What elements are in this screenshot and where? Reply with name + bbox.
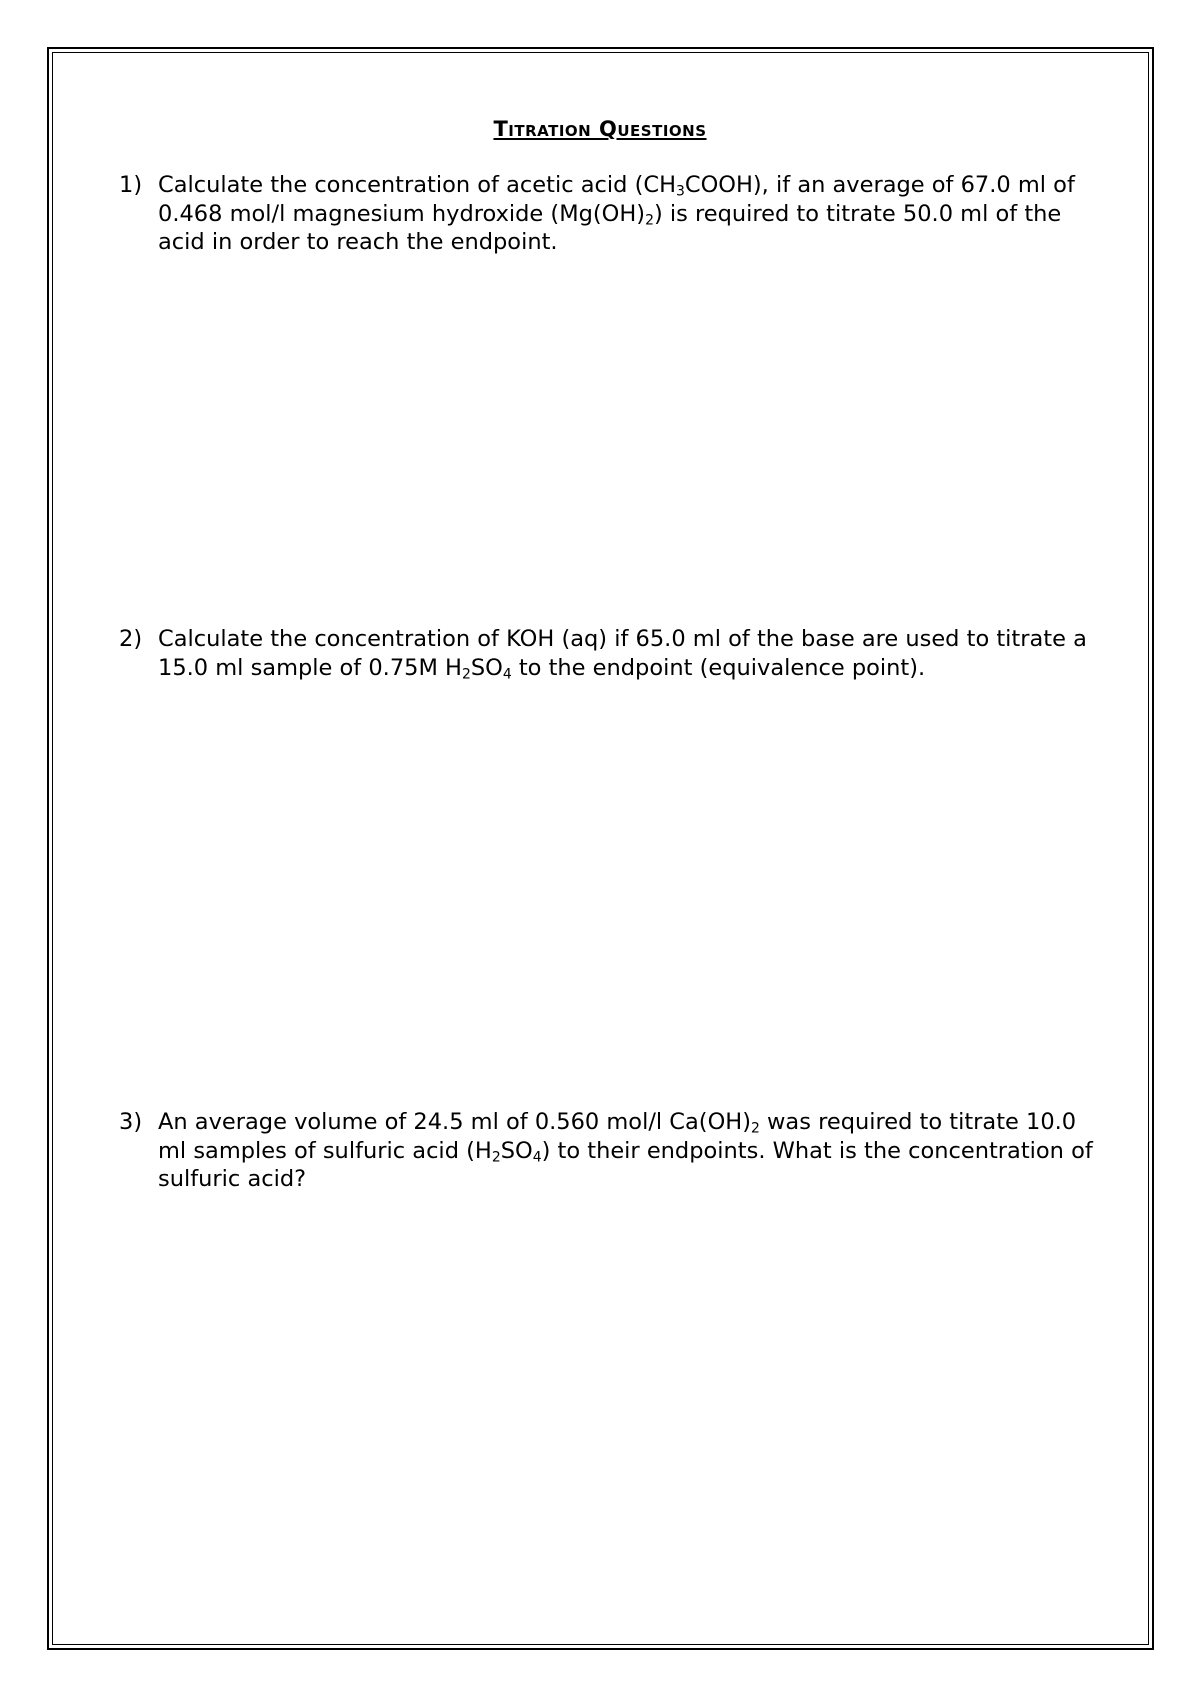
subscript: 2 xyxy=(645,211,654,228)
text-segment: COOH), if an average of 67.0 ml of 0.468 mol/l magnesium hydroxide (Mg(OH) xyxy=(158,172,1075,227)
worksheet-title: Titration Questions xyxy=(493,117,707,141)
subscript: 2 xyxy=(751,1120,760,1137)
text-segment: to the endpoint (equivalence point). xyxy=(511,654,926,681)
question-2 xyxy=(119,625,1099,682)
question-text xyxy=(158,1108,1099,1194)
text-segment: Calculate the concentration of acetic acid (CH xyxy=(158,172,676,198)
question-1 xyxy=(119,171,1099,257)
question-text xyxy=(158,625,1099,682)
question-number: 2) xyxy=(119,626,143,652)
text-segment: ) is required to titrate 50.0 ml of the acid in order to reach the endpoint. xyxy=(158,200,1062,255)
text-segment: SO xyxy=(470,654,503,681)
text-segment: An average volume of 24.5 ml of 0.560 mol/l Ca(OH) xyxy=(158,1109,751,1135)
text-segment: Calculate the concentration of KOH (aq) if 65.0 ml of the base are used to titrate a 15.0 ml sample of 0.75M H xyxy=(158,626,1087,681)
text-segment: was required to titrate 10.0 ml samples of sulfuric acid (H xyxy=(158,1109,1077,1164)
question-text xyxy=(158,171,1099,257)
page-border-inner xyxy=(52,52,1149,1645)
question-number: 1) xyxy=(119,172,143,198)
text-segment: SO xyxy=(500,1137,533,1164)
question-3 xyxy=(119,1108,1099,1194)
text-segment: ) to their endpoints. What is the concentration of sulfuric acid? xyxy=(158,1137,1093,1192)
subscript: 3 xyxy=(675,183,685,200)
subscript: 2 xyxy=(491,1148,501,1165)
subscript: 4 xyxy=(502,665,512,682)
subscript: 2 xyxy=(461,665,471,682)
subscript: 4 xyxy=(532,1148,542,1165)
question-number: 3) xyxy=(119,1109,143,1135)
